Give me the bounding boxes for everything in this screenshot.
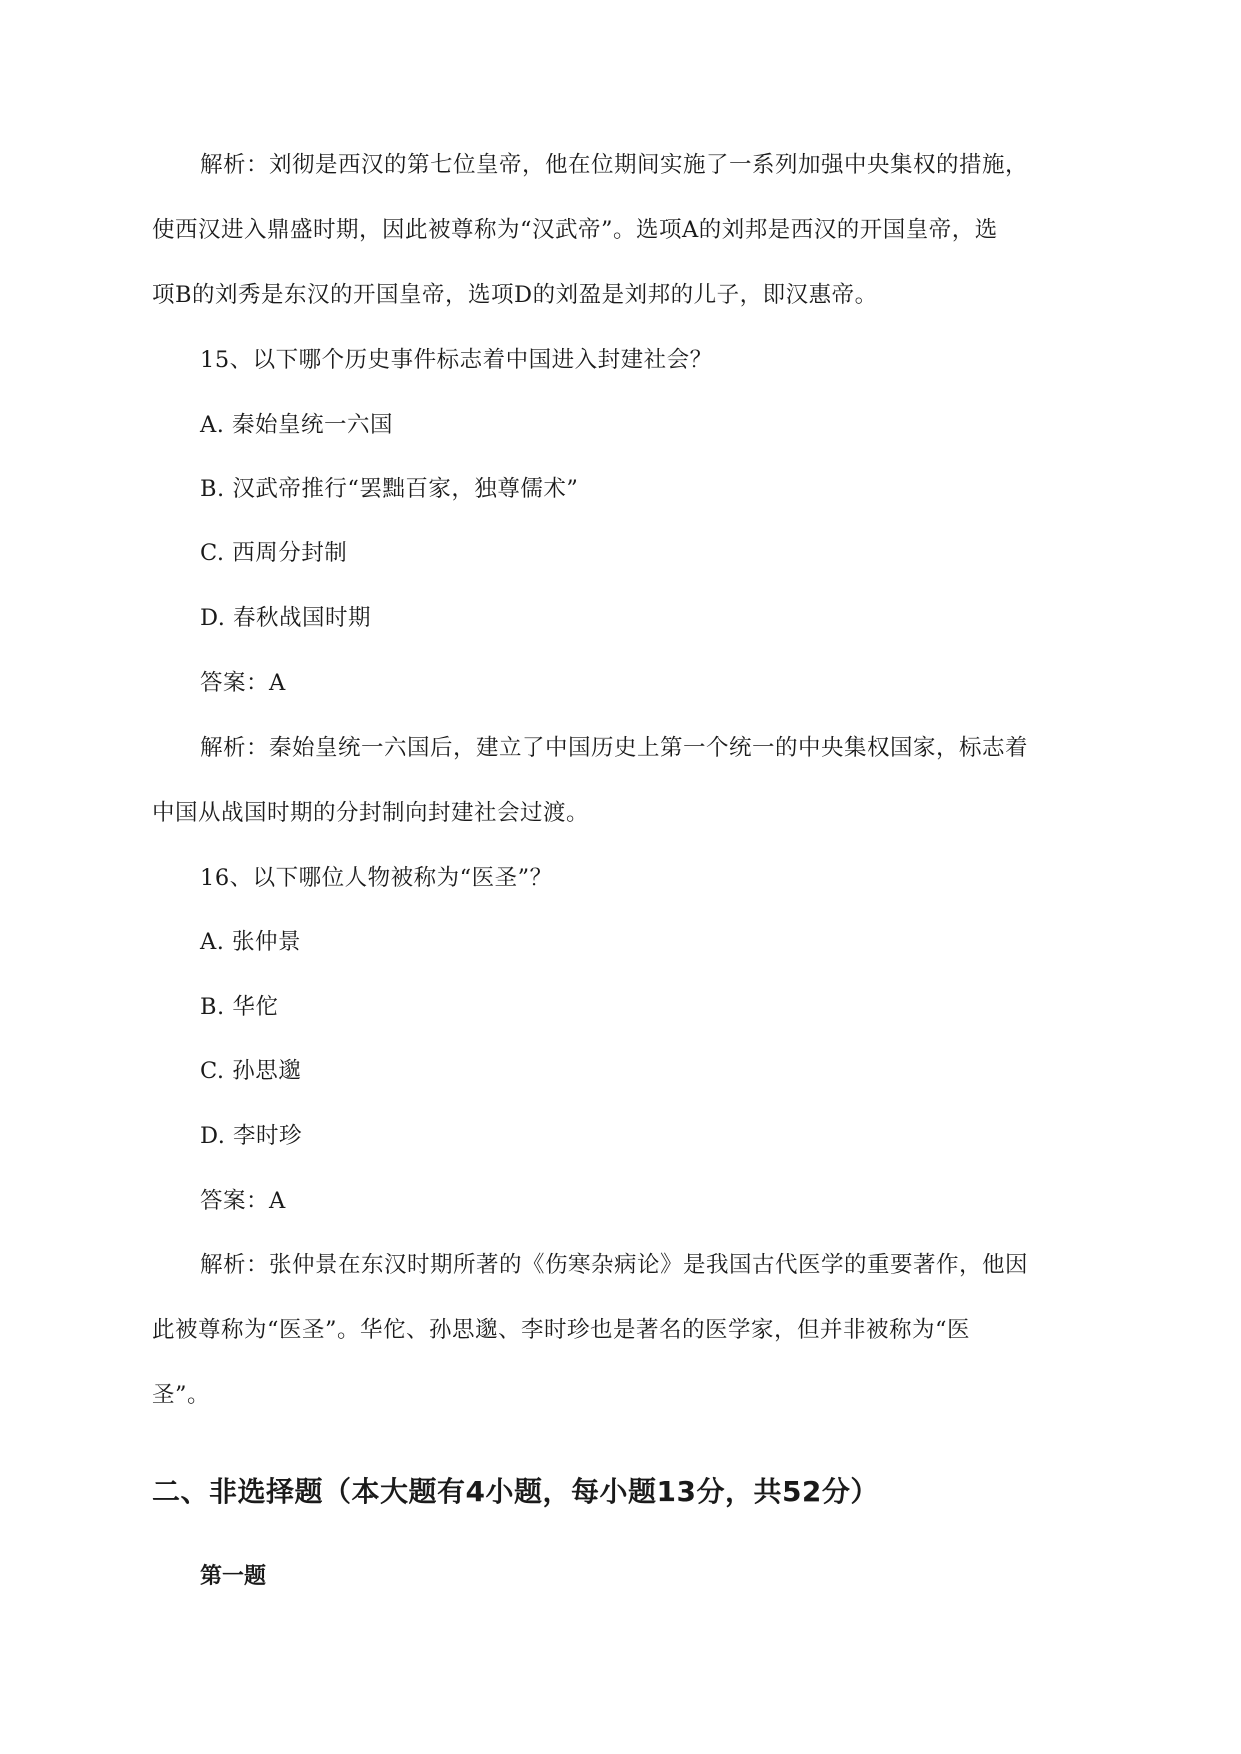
question-15-answer: 答案：A xyxy=(200,670,286,696)
prev-analysis-line-1: 解析：刘彻是西汉的第七位皇帝，他在位期间实施了一系列加强中央集权的措施， xyxy=(200,152,1029,178)
question-15-analysis-line-1: 解析：秦始皇统一六国后，建立了中国历史上第一个统一的中央集权国家，标志着 xyxy=(200,735,1029,761)
question-15-analysis-line-2: 中国从战国时期的分封制向封建社会过渡。 xyxy=(152,800,590,826)
question-15-option-d: D. 春秋战国时期 xyxy=(200,605,372,631)
question-16-option-a: A. 张仲景 xyxy=(200,929,302,955)
first-question-label: 第一题 xyxy=(200,1564,267,1589)
question-15-option-a: A. 秦始皇统一六国 xyxy=(200,412,394,438)
question-16-analysis-line-3: 圣”。 xyxy=(152,1382,211,1408)
question-16-analysis-line-1: 解析：张仲景在东汉时期所著的《伤寒杂病论》是我国古代医学的重要著作，他因 xyxy=(200,1252,1029,1278)
question-16-text: 16、以下哪位人物被称为“医圣”？ xyxy=(200,865,553,891)
prev-analysis-line-3: 项B的刘秀是东汉的开国皇帝，选项D的刘盈是刘邦的儿子，即汉惠帝。 xyxy=(152,282,878,308)
question-16-answer: 答案：A xyxy=(200,1188,286,1214)
question-15-option-c: C. 西周分封制 xyxy=(200,540,348,566)
question-15-option-b: B. 汉武帝推行“罢黜百家，独尊儒术” xyxy=(200,476,579,502)
question-16-option-d: D. 李时珍 xyxy=(200,1123,303,1149)
section-2-heading: 二、非选择题（本大题有4小题，每小题13分，共52分） xyxy=(152,1475,879,1508)
question-16-analysis-line-2: 此被尊称为“医圣”。华佗、孙思邈、李时珍也是著名的医学家，但并非被称为“医 xyxy=(152,1317,971,1343)
prev-analysis-line-2: 使西汉进入鼎盛时期，因此被尊称为“汉武帝”。选项A的刘邦是西汉的开国皇帝，选 xyxy=(152,217,998,243)
question-15-text: 15、以下哪个历史事件标志着中国进入封建社会？ xyxy=(200,347,713,373)
question-16-option-b: B. 华佗 xyxy=(200,994,279,1020)
question-16-option-c: C. 孙思邈 xyxy=(200,1058,302,1084)
